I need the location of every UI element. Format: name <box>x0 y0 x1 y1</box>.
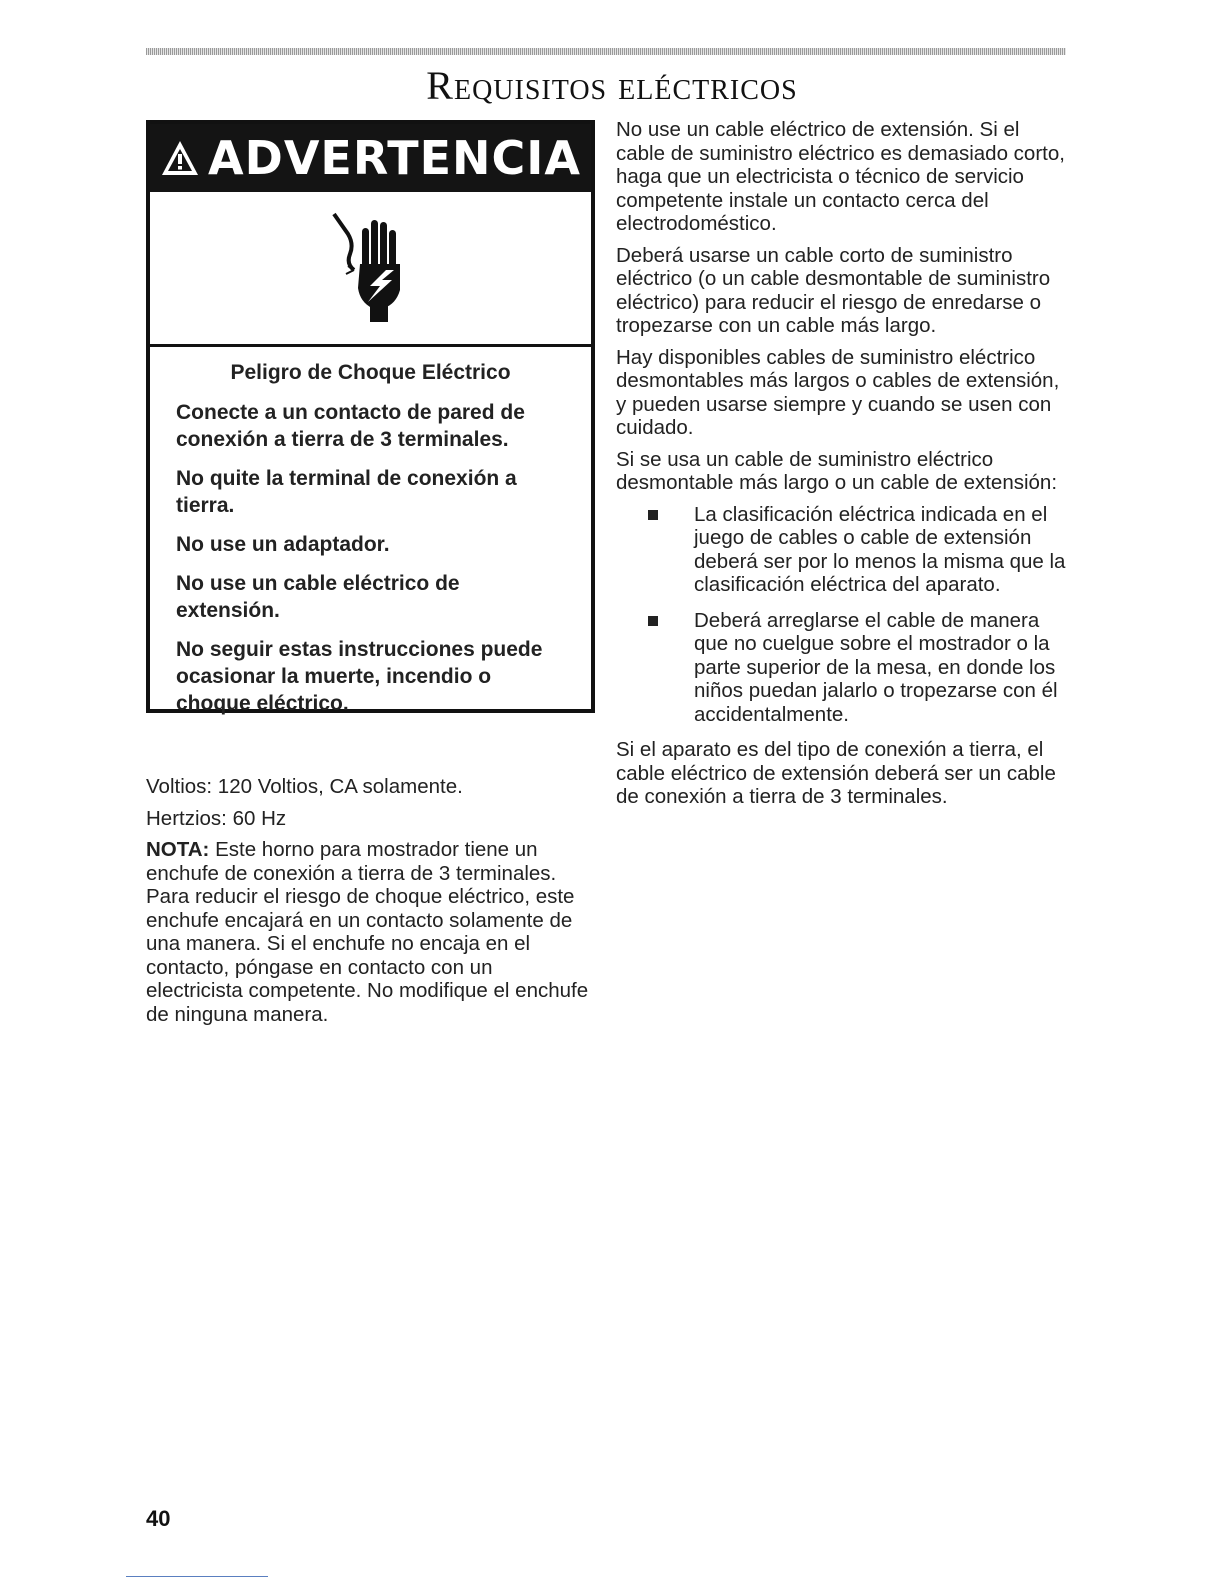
list-item-text: La clasificación eléctrica indicada en el juego de cables o cable de extensión deberá ser por lo menos la misma que la clasificación eléctrica del aparato. <box>694 502 1066 596</box>
warning-line: No seguir estas instrucciones puede ocasionar la muerte, incendio o choque eléctrico. <box>176 638 543 715</box>
top-divider <box>146 48 1066 55</box>
list-item <box>616 609 1066 727</box>
warning-header-text: ADVERTENCIA <box>208 131 581 185</box>
list-item <box>616 503 1066 597</box>
warning-line: No use un cable eléctrico de extensión. <box>176 572 460 622</box>
note-label: NOTA: <box>146 838 210 861</box>
left-column-text <box>146 775 591 1034</box>
warning-line: Conecte a un contacto de pared de conexión a tierra de 3 terminales. <box>176 401 525 451</box>
paragraph: Deberá usarse un cable corto de suministro eléctrico (o un cable desmontable de suministro eléctrico) para reducir el riesgo de enredarse o tropezarse con un cable más largo. <box>616 243 1051 337</box>
warning-line: No quite la terminal de conexión a tierra. <box>176 467 517 517</box>
footer-divider <box>126 1576 268 1577</box>
closing-paragraph: Si el aparato es del tipo de conexión a tierra, el cable eléctrico de extensión deberá ser un cable de conexión a tierra de 3 terminales. <box>616 738 1056 808</box>
electrical-shock-hand-icon <box>326 208 416 328</box>
hazard-symbol-area <box>150 192 591 347</box>
paragraph: Si se usa un cable de suministro eléctrico desmontable más largo o un cable de extensión: <box>616 447 1058 494</box>
paragraph: No use un cable eléctrico de extensión. Si el cable de suministro eléctrico es demasiado corto, haga que un electricista o técnico de servicio competente instale un contacto cerca del electrodoméstico. <box>616 118 1065 235</box>
warning-subtitle: Peligro de Choque Eléctrico <box>230 361 511 384</box>
warning-line: No use un adaptador. <box>176 533 390 556</box>
bullet-list <box>616 503 1066 727</box>
warning-header <box>150 124 591 192</box>
list-item-text: Deberá arreglarse el cable de manera que no cuelgue sobre el mostrador o la parte superior de la mesa, en donde los niños puedan jalarlo o tropezarse con él accidentalmente. <box>694 608 1058 726</box>
note-text: Este horno para mostrador tiene un enchufe de conexión a tierra de 3 terminales. Para reducir el riesgo de choque eléctrico, este enchufe encajará en un contacto solamente de una manera. Si el enchufe no encaja en el contacto, póngase en contacto con un electricista competente. No modifique el enchufe de ninguna manera. <box>146 838 589 1026</box>
page-title: Requisitos eléctricos <box>426 63 798 108</box>
right-column-text <box>616 118 1066 817</box>
square-bullet-icon <box>648 510 658 520</box>
page-number: 40 <box>146 1506 171 1531</box>
warning-body <box>150 347 591 717</box>
warning-box <box>146 120 595 713</box>
square-bullet-icon <box>648 616 658 626</box>
paragraph: Hay disponibles cables de suministro eléctrico desmontables más largos o cables de extensión, y pueden usarse siempre y cuando se usen con cuidado. <box>616 345 1060 439</box>
note-paragraph <box>146 838 591 1026</box>
frequency-spec: Hertzios: 60 Hz <box>146 806 287 830</box>
warning-triangle-icon <box>160 139 200 177</box>
voltage-spec: Voltios: 120 Voltios, CA solamente. <box>146 775 463 798</box>
